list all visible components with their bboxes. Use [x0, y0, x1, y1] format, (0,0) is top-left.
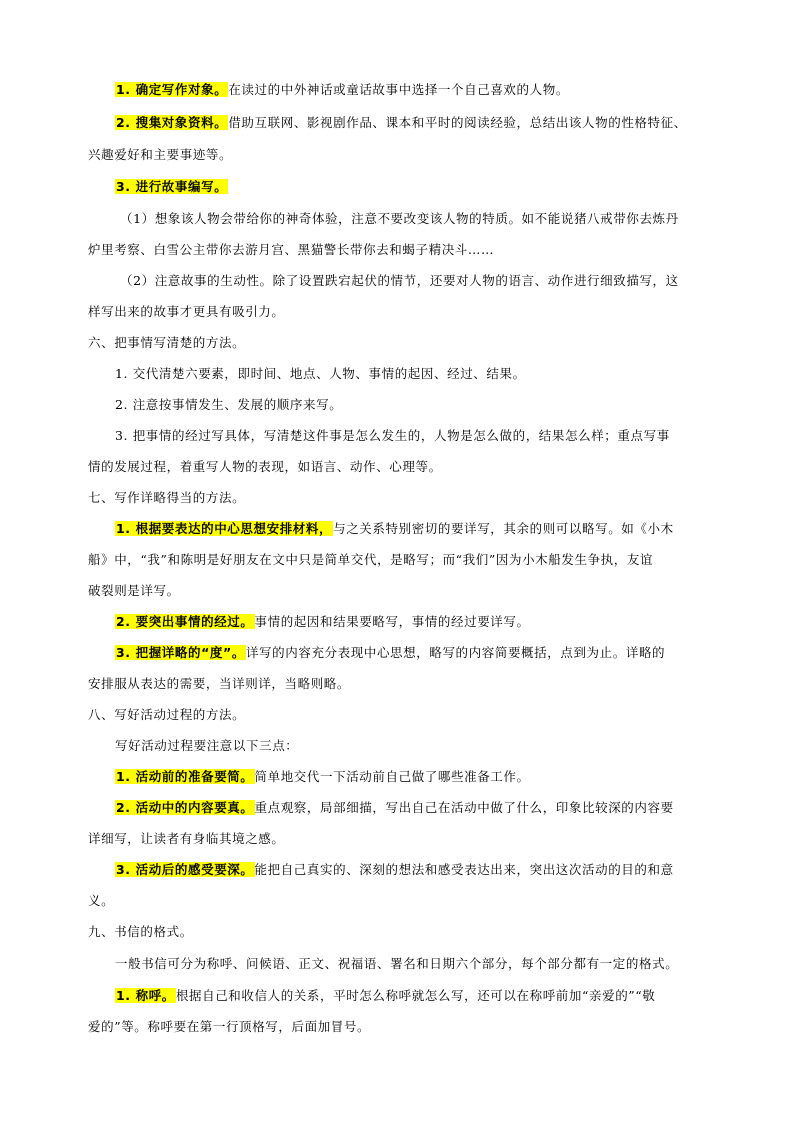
- text-25: 详细写，让读者有身临其境之感。: [88, 831, 285, 846]
- highlight-30: 1. 称呼。: [116, 988, 175, 1003]
- text-14: 七、写作详略得当的方法。: [88, 490, 246, 505]
- line-26: [115, 860, 735, 880]
- text-20: 安排服从表达的需要，当详则详，当略则略。: [88, 676, 351, 691]
- line-3: [88, 145, 708, 165]
- text-6: 炉里考察、白雪公主带你去游月宫、黑猫警长带你去和蝎子精决斗……: [88, 242, 495, 257]
- text-2: 借助互联网、影视剧作品、课本和平时的阅读经验，总结出该人物的性格特征、: [228, 115, 687, 130]
- highlight-23: 1. 活动前的准备要简。: [116, 769, 254, 784]
- line-1: [115, 80, 735, 100]
- line-7: [120, 271, 740, 291]
- highlight-18: 2. 要突出事情的经过。: [116, 614, 254, 629]
- text-21: 八、写好活动过程的方法。: [88, 707, 246, 722]
- text-19: 详写的内容充分表现中心思想，略写的内容简要概括，点到为止。详略的: [245, 645, 666, 660]
- text-18: 事情的起因和结果要略写，事情的经过要详写。: [254, 614, 530, 629]
- text-8: 样写出来的故事才更具有吸引力。: [88, 304, 285, 319]
- line-23: [115, 767, 735, 787]
- highlight-1: 1. 确定写作对象。: [116, 82, 228, 97]
- text-7: （2）注意故事的生动性。除了设置跌宕起伏的情节，还要对人物的语言、动作进行细致描写，这: [120, 273, 679, 288]
- highlight-2: 2. 搜集对象资料。: [116, 115, 228, 130]
- text-26: 能把自己真实的、深刻的想法和感受表达出来，突出这次活动的目的和意: [254, 862, 674, 877]
- text-28: 九、书信的格式。: [88, 924, 193, 939]
- highlight-26: 3. 活动后的感受要深。: [116, 862, 254, 877]
- line-25: [88, 829, 708, 849]
- line-6: [88, 240, 708, 260]
- line-12: [115, 426, 735, 446]
- line-19: [115, 643, 735, 663]
- text-17: 破裂则是详写。: [88, 583, 180, 598]
- section-heading-7: [88, 488, 708, 508]
- line-2: [115, 113, 735, 133]
- line-15: [115, 519, 735, 539]
- text-30: 根据自己和收信人的关系，平时怎么称呼就怎么写，还可以在称呼前加“亲爱的”“敬: [175, 988, 656, 1003]
- line-22: [115, 736, 735, 756]
- text-9: 六、把事情写清楚的方法。: [88, 335, 246, 350]
- line-4: [115, 177, 735, 197]
- section-heading-9: [88, 922, 708, 942]
- line-31: [88, 1017, 708, 1037]
- line-17: [88, 581, 708, 601]
- line-24: [115, 798, 735, 818]
- line-20: [88, 674, 708, 694]
- line-8: [88, 302, 708, 322]
- text-16: 船》中，“我”和陈明是好朋友在文中只是简单交代，是略写；而“我们”因为小木船发生争执，友谊: [88, 552, 654, 567]
- line-5: [120, 209, 740, 229]
- line-29: [115, 954, 735, 974]
- text-13: 情的发展过程，着重写人物的表现，如语言、动作、心理等。: [88, 459, 442, 474]
- line-13: [88, 457, 708, 477]
- section-heading-8: [88, 705, 708, 725]
- text-15: 与之关系特别密切的要详写，其余的则可以略写。如《小木: [333, 521, 674, 536]
- text-10: 1. 交代清楚六要素，即时间、地点、人物、事情的起因、经过、结果。: [115, 366, 526, 381]
- text-23: 简单地交代一下活动前自己做了哪些准备工作。: [254, 769, 530, 784]
- text-1: 在读过的中外神话或童话故事中选择一个自己喜欢的人物。: [228, 82, 569, 97]
- text-24: 重点观察，局部细描，写出自己在活动中做了什么，印象比较深的内容要: [254, 800, 674, 815]
- text-31: 爱的”等。称呼要在第一行顶格写，后面加冒号。: [88, 1019, 371, 1034]
- text-22: 写好活动过程要注意以下三点：: [115, 738, 299, 753]
- text-27: 义。: [88, 893, 115, 908]
- line-18: [115, 612, 735, 632]
- highlight-24: 2. 活动中的内容要真。: [116, 800, 254, 815]
- text-12: 3. 把事情的经过写具体，写清楚这件事是怎么发生的，人物是怎么做的，结果怎么样；重点写事: [115, 428, 670, 443]
- text-29: 一般书信可分为称呼、问候语、正文、祝福语、署名和日期六个部分，每个部分都有一定的格式。: [115, 956, 679, 971]
- highlight-15: 1. 根据要表达的中心思想安排材料，: [116, 521, 333, 536]
- text-5: （1）想象该人物会带给你的神奇体验，注意不要改变该人物的特质。如不能说猪八戒带你去炼丹: [120, 211, 679, 226]
- text-3: 兴趣爱好和主要事迹等。: [88, 147, 233, 162]
- text-11: 2. 注意按事情发生、发展的顺序来写。: [115, 397, 343, 412]
- line-27: [88, 891, 708, 911]
- section-heading-6: [88, 333, 708, 353]
- line-10: [115, 364, 735, 384]
- line-16: [88, 550, 708, 570]
- line-30: [115, 986, 735, 1006]
- line-11: [115, 395, 735, 415]
- highlight-19: 3. 把握详略的“度”。: [116, 645, 245, 660]
- highlight-4: 3. 进行故事编写。: [116, 179, 228, 194]
